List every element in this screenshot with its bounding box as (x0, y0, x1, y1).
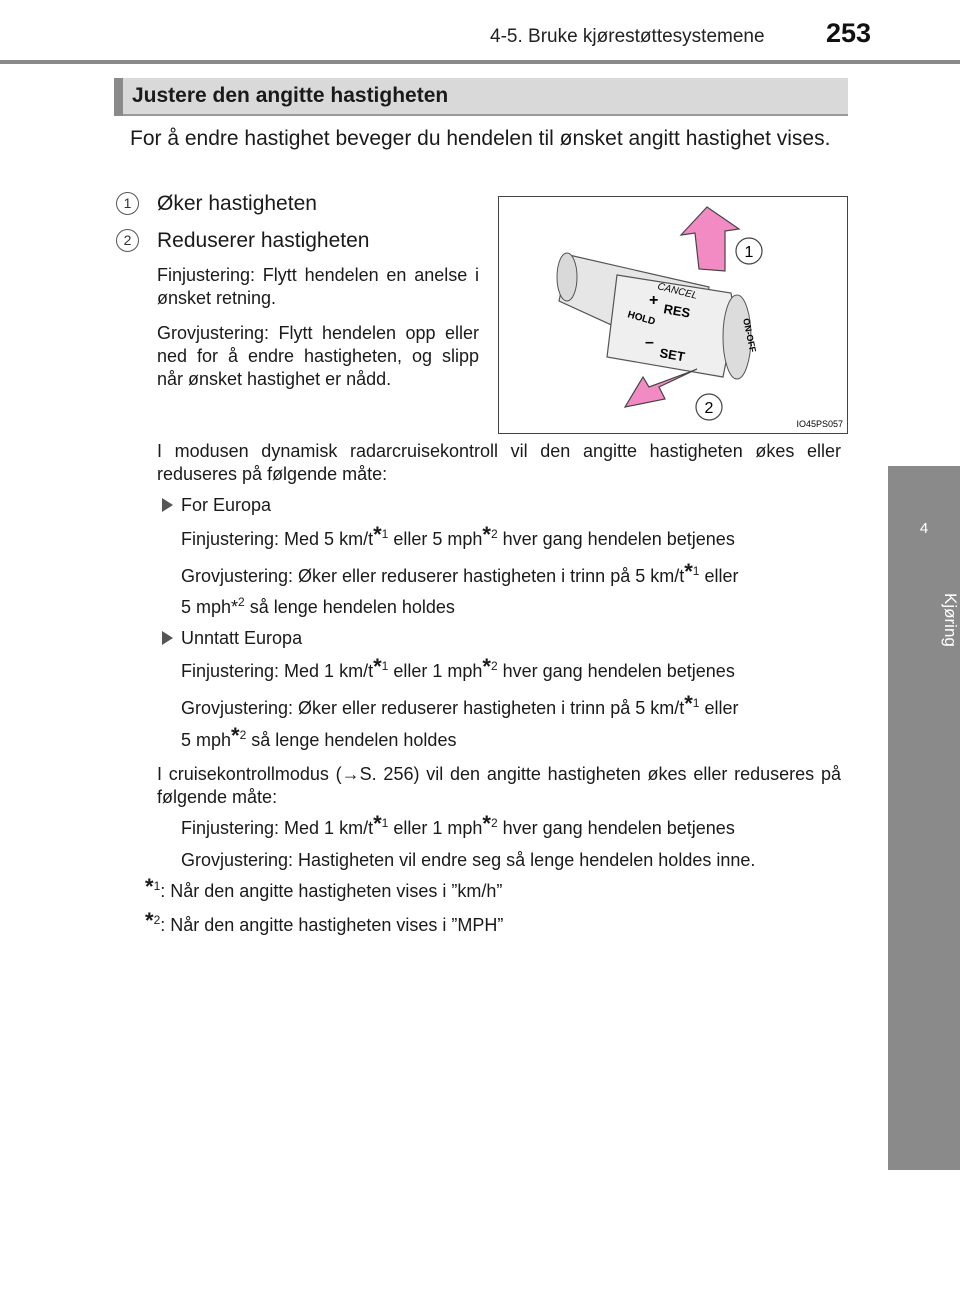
footnote-1: *$^1$: Når den angitte hastigheten vises i ”km/h” (145, 874, 503, 901)
triangle-bullet-icon (162, 498, 173, 512)
minus-sign: – (645, 334, 654, 351)
callout-number: 1 (744, 244, 754, 261)
cancel-label: CANCEL (656, 281, 699, 302)
figure-code: IO45PS057 (796, 419, 843, 429)
section-heading-accent (114, 78, 123, 116)
item-label: Øker hastigheten (157, 192, 317, 215)
callout-number: 2 (704, 400, 714, 417)
header-rule (0, 60, 960, 64)
plus-sign: + (649, 292, 659, 309)
lever-base (557, 253, 577, 301)
increase-arrow (681, 207, 739, 271)
except-europe-heading: Unntatt Europa (181, 628, 303, 648)
footnote-2: *$^2$: Når den angitte hastigheten vises i ”MPH” (145, 908, 504, 935)
hold-label: HOLD (626, 309, 657, 328)
set-label: SET (658, 345, 686, 365)
intro-paragraph: For å endre hastighet beveger du hendelen til ønsket angitt hastighet vises. (130, 127, 831, 150)
chapter-number: 4 (919, 520, 929, 537)
chapter-side-tab (888, 466, 960, 1170)
onoff-label: ON-OFF (741, 317, 758, 354)
except-europe-coarse-adjust: Grovjustering: Øker eller reduserer hastigheten i trinn på 5 km/t*$^1$ eller (181, 691, 739, 718)
page-number: 253 (826, 18, 872, 48)
europe-coarse-adjust-cont: 5 mph*$^2$ så lenge hendelen holdes (181, 595, 455, 617)
fine-adjust-note: Finjustering: Flytt hendelen en anelse i ønsket retning. (157, 265, 479, 308)
arrow-icon: → (341, 764, 360, 784)
except-europe-coarse-adjust-cont: 5 mph*$^2$ så lenge hendelen holdes (181, 723, 457, 750)
cruise-coarse-adjust: Grovjustering: Hastigheten vil endre seg så lenge hendelen holdes inne. (181, 850, 756, 870)
europe-heading: For Europa (181, 495, 272, 515)
item-label: Reduserer hastigheten (157, 229, 370, 252)
chapter-label: Kjøring (941, 593, 960, 647)
section-title: Justere den angitte hastigheten (132, 84, 449, 107)
lever-drawing (499, 197, 847, 433)
europe-fine-adjust: Finjustering: Med 5 km/t*$^1$ eller 5 mph*$^2$ hver gang hendelen betjenes (181, 522, 735, 549)
res-label: RES (662, 301, 692, 321)
running-header: 4-5. Bruke kjørestøttesystemene (490, 26, 765, 47)
except-europe-fine-adjust: Finjustering: Med 1 km/t*$^1$ eller 1 mph*$^2$ hver gang hendelen betjenes (181, 654, 735, 681)
lever-illustration (498, 196, 848, 434)
item-number-badge: 1 (116, 192, 139, 215)
decrease-arrow (625, 369, 697, 407)
cruise-fine-adjust: Finjustering: Med 1 km/t*$^1$ eller 1 mph*$^2$ hver gang hendelen betjenes (181, 811, 735, 838)
dynamic-radar-intro: I modusen dynamisk radarcruisekontroll vil den angitte hastigheten økes eller reduseres på følgende måte: (157, 441, 841, 484)
europe-coarse-adjust: Grovjustering: Øker eller reduserer hastigheten i trinn på 5 km/t*$^1$ eller (181, 559, 739, 586)
coarse-adjust-note: Grovjustering: Flytt hendelen opp eller ned for å endre hastigheten, og slipp når ønsket hastighet er nådd. (157, 323, 479, 389)
triangle-bullet-icon (162, 631, 173, 645)
item-number-badge: 2 (116, 229, 139, 252)
cruise-mode-intro: I cruisekontrollmodus (→S. 256) vil den angitte hastigheten økes eller reduseres på følgende måte: (157, 764, 841, 807)
